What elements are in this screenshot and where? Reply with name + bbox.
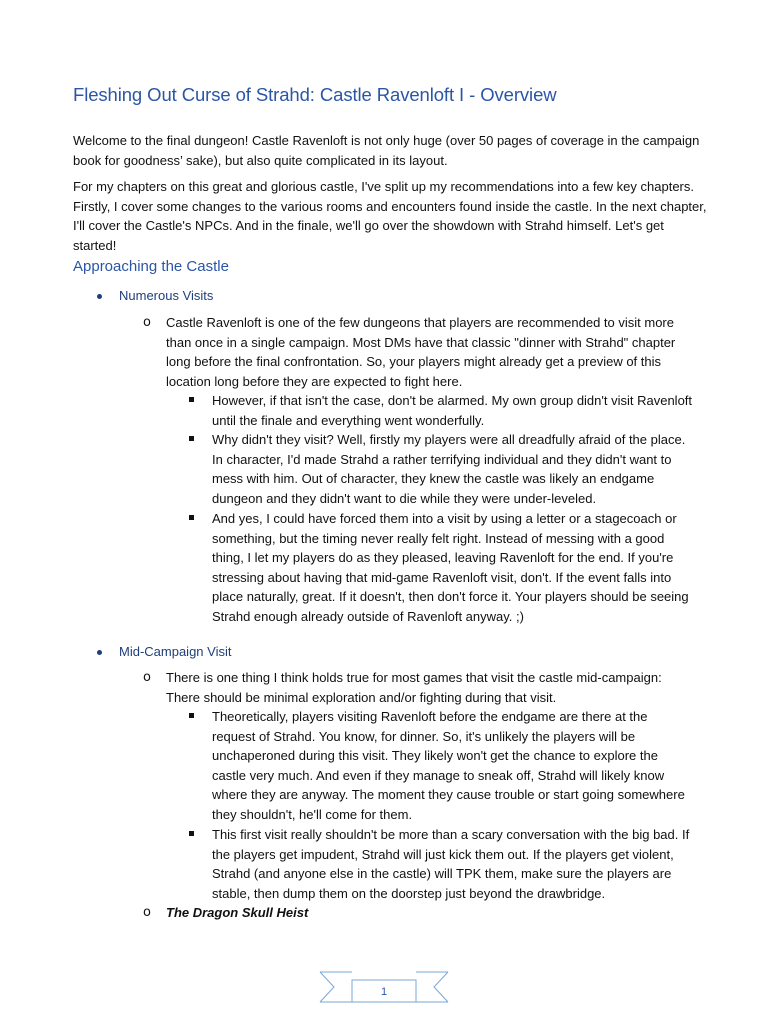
bullet-dot-icon: [97, 650, 102, 655]
intro-paragraph-2: For my chapters on this great and glorious castle, I've split up my recommendations into a few key chapters. Firstly, I cover some changes to the various rooms and encounters found inside the castle. In the next chapter, I'll cover the Castle's NPCs. And in the finale, we'll go over the showdown with Strahd himself. Let's get started!: [73, 179, 707, 253]
list-item-text: Why didn't they visit? Well, firstly my players were all dreadfully afraid of the place. In character, I'd made Strahd a rather terrifying individual and they didn't want to mess with him. Out of character, they knew the castle was likely an endgame dungeon and they didn't want to die while they were under-leveled.: [212, 432, 686, 506]
circle-bullet-icon: o: [143, 905, 151, 920]
list-item: [189, 707, 694, 825]
page-number: 1: [380, 986, 388, 998]
list-item-text: This first visit really shouldn't be more than a scary conversation with the big bad. If the players get impudent, Strahd will just kick them out. If the players get violent, Strahd (and anyone else in the castle) will TPK them, make sure the players are stable, then dump them on the doorstep just beyond the drawbridge.: [212, 827, 690, 901]
list-item: [143, 313, 683, 391]
list-item: [143, 903, 683, 923]
list-item-text: Castle Ravenloft is one of the few dungeons that players are recommended to visit more than once in a single campaign. Most DMs have that classic "dinner with Strahd" chapter long before the final confrontation. So, your players might already get a preview of this location long before they are expected to fight here.: [166, 315, 676, 389]
list-item: [189, 509, 694, 627]
intro-paragraph-1: Welcome to the final dungeon! Castle Ravenloft is not only huge (over 50 pages of coverage in the campaign book for goodness’ sake), but also quite complicated in its layout.: [73, 133, 700, 168]
bullet-label: Mid-Campaign Visit: [119, 644, 232, 659]
list-item: [189, 825, 694, 903]
square-bullet-icon: [189, 397, 194, 402]
list-item-text: There is one thing I think holds true for most games that visit the castle mid-campaign: There should be minimal exploration and/or fighting during that visit.: [166, 670, 662, 705]
square-bullet-icon: [189, 515, 194, 520]
list-item: [189, 391, 694, 430]
list-item-text: Theoretically, players visiting Ravenloft before the endgame are there at the request of Strahd. You know, for dinner. So, it's unlikely the players will be unchaperoned during this visit. They likely won't get the chance to explore the castle very much. And even if they manage to sneak off, Strahd will likely know where they are anyway. The moment they cause trouble or start going somewhere they shouldn't, he'll come for them.: [212, 709, 685, 822]
list-item-text: However, if that isn't the case, don't be alarmed. My own group didn't visit Ravenloft until the finale and everything went wonderfully.: [212, 393, 693, 428]
list-item: [189, 430, 694, 508]
page-number-footer: [318, 970, 450, 1002]
page-title: Fleshing Out Curse of Strahd: Castle Ravenloft I - Overview: [73, 84, 557, 105]
square-bullet-icon: [189, 436, 194, 441]
section-heading: Approaching the Castle: [73, 258, 229, 275]
circle-bullet-icon: o: [143, 315, 151, 330]
list-item-text: And yes, I could have forced them into a visit by using a letter or a stagecoach or something, but the timing never really felt right. Instead of messing with a good thing, I let my players do as they pleased, leaving Ravenloft for the end. If you're stressing about having that mid-game Ravenloft visit, don't. If the event falls into place naturally, great. If it doesn't, then don't force it. Your players should be seeing Strahd enough already outside of Ravenloft anyway. ;): [212, 511, 689, 624]
circle-bullet-icon: o: [143, 670, 151, 685]
bullet-dot-icon: [97, 294, 102, 299]
square-bullet-icon: [189, 831, 194, 836]
bullet-label: Numerous Visits: [119, 288, 214, 303]
list-item: [143, 668, 683, 707]
subheading-dragon-skull-heist: The Dragon Skull Heist: [166, 905, 309, 920]
square-bullet-icon: [189, 713, 194, 718]
